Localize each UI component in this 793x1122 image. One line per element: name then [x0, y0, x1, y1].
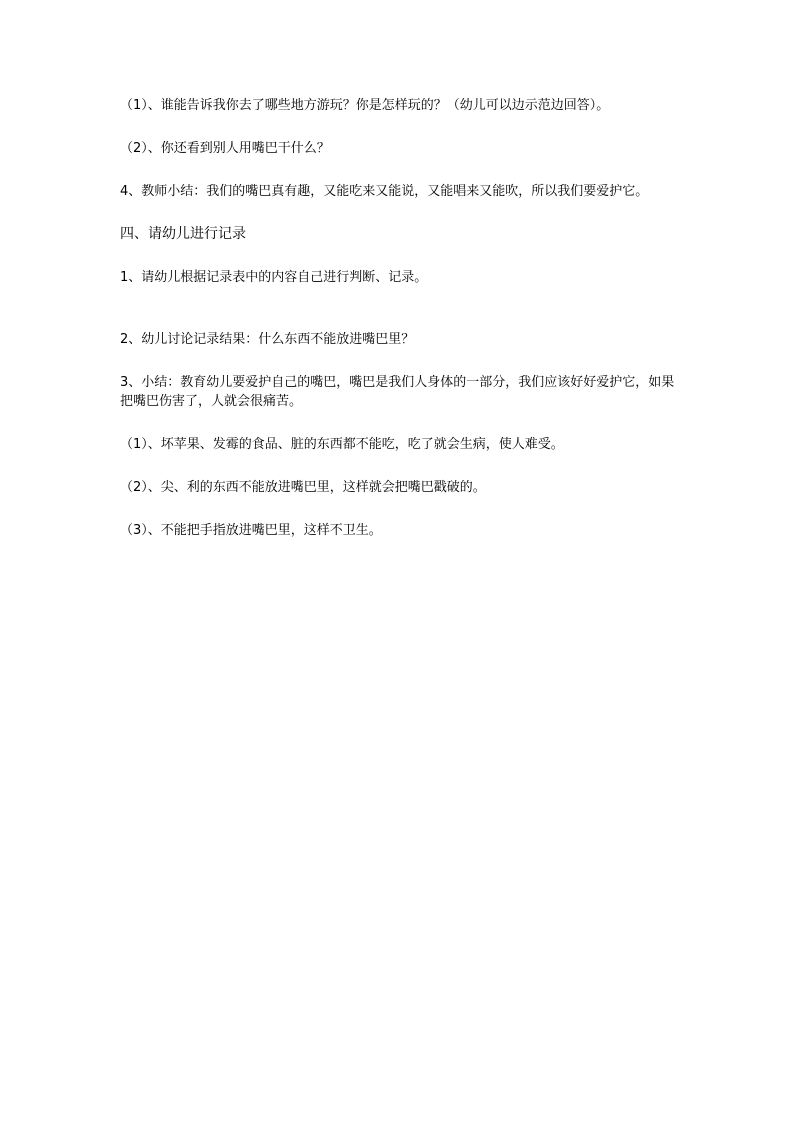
paragraph-summary-point-3: （3）、不能把手指放进嘴巴里，这样不卫生。: [120, 523, 382, 538]
paragraph-record-summary: 3、小结：教育幼儿要爱护自己的嘴巴，嘴巴是我们人身体的一部分，我们应该好好爱护它，如果把嘴巴伤害了，人就会很痛苦。: [120, 375, 675, 409]
document-body: [120, 96, 680, 540]
paragraph-summary-point-1: （1）、坏苹果、发霉的食品、脏的东西都不能吃，吃了就会生病，使人难受。: [120, 437, 564, 452]
paragraph-record-step-2: 2、幼儿讨论记录结果：什么东西不能放进嘴巴里？: [120, 332, 415, 347]
paragraph-question-mouth-use: （2）、你还看到别人用嘴巴干什么？: [120, 141, 330, 156]
paragraph-question-where-played: （1）、谁能告诉我你去了哪些地方游玩？你是怎样玩的？（幼儿可以边示范边回答）。: [120, 98, 610, 113]
paragraph-summary-point-2: （2）、尖、利的东西不能放进嘴巴里，这样就会把嘴巴戳破的。: [120, 480, 486, 495]
paragraph-teacher-summary: 4、教师小结：我们的嘴巴真有趣，又能吃来又能说，又能唱来又能吹，所以我们要爱护它。: [120, 184, 649, 199]
section-heading-record: 四、请幼儿进行记录: [120, 226, 246, 242]
paragraph-record-step-1: 1、请幼儿根据记录表中的内容自己进行判断、记录。: [120, 270, 428, 285]
